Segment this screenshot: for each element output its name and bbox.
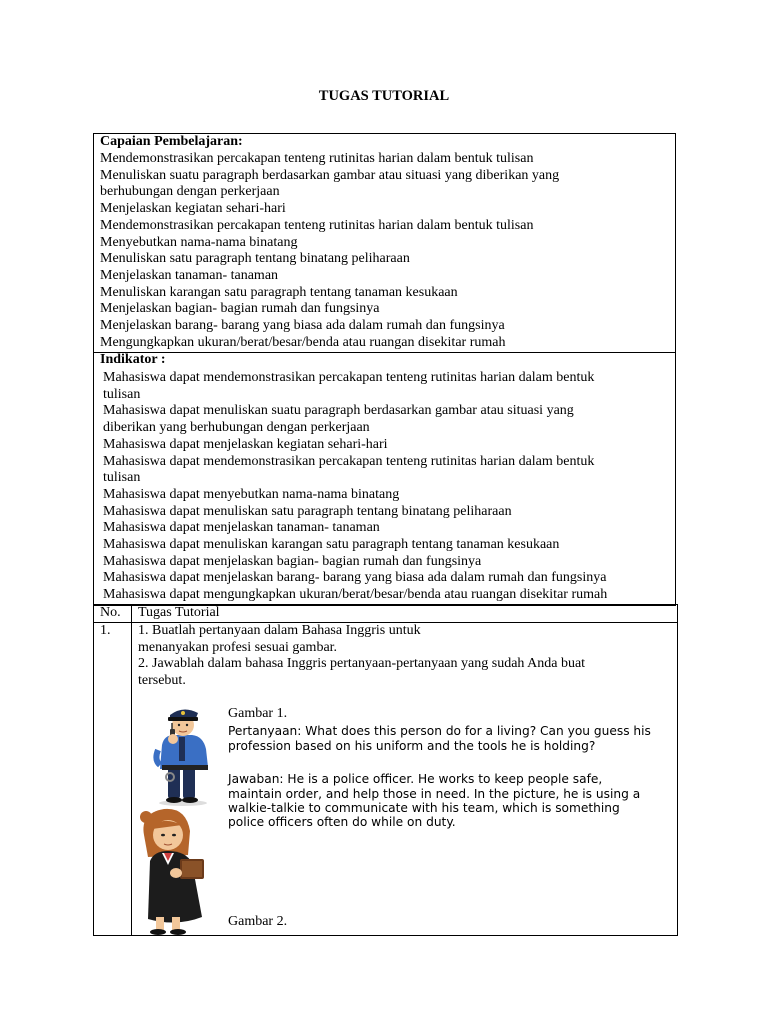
column-header-no: No.: [100, 605, 121, 620]
instruction-line: 1. Buatlah pertanyaan dalam Bahasa Inggris untuk: [138, 623, 421, 638]
column-header-tugas: Tugas Tutorial: [138, 605, 220, 620]
indikator-item: tulisan: [103, 470, 141, 486]
capaian-item: Mendemonstrasikan percakapan tenteng rutinitas harian dalam bentuk tulisan: [100, 217, 534, 233]
capaian-item: Menjelaskan barang- barang yang biasa ada dalam rumah dan fungsinya: [100, 318, 505, 333]
indikator-item: Mahasiswa dapat mendemonstrasikan percakapan tenteng rutinitas harian dalam bentuk: [103, 370, 595, 385]
capaian-heading: Capaian Pembelajaran:: [100, 134, 243, 149]
capaian-item: Menuliskan satu paragraph tentang binatang peliharaan: [100, 251, 410, 267]
instruction-line: tersebut.: [138, 673, 186, 688]
document-title: TUGAS TUTORIAL: [318, 88, 450, 104]
jawaban-line: Jawaban: He is a police officer. He works to keep people safe,: [228, 772, 603, 786]
capaian-item: Menjelaskan kegiatan sehari-hari: [100, 201, 286, 217]
indikator-item: Mahasiswa dapat menjelaskan kegiatan sehari-hari: [103, 436, 388, 452]
row-number: 1.: [100, 623, 111, 638]
indikator-heading: Indikator :: [100, 352, 166, 367]
capaian-item: Menyebutkan nama-nama binatang: [100, 234, 298, 250]
indikator-item: diberikan yang berhubungan dengan perkerjaan: [103, 420, 370, 436]
capaian-item: berhubungan dengan perkerjaan: [100, 184, 280, 200]
jawaban-line: maintain order, and help those in need. In the picture, he is using a: [228, 787, 641, 801]
indikator-item: Mahasiswa dapat menyebutkan nama-nama binatang: [103, 486, 400, 502]
indikator-item: Mahasiswa dapat menuliskan satu paragraph tentang binatang peliharaan: [103, 503, 512, 519]
police-officer-image: [148, 705, 218, 807]
jawaban-line: police officers often do while on duty.: [228, 815, 456, 829]
capaian-item: Menuliskan karangan satu paragraph tentang tanaman kesukaan: [100, 284, 458, 300]
indikator-item: Mahasiswa dapat menuliskan karangan satu paragraph tentang tanaman kesukaan: [103, 537, 560, 552]
gambar2-label: Gambar 2.: [228, 914, 288, 929]
capaian-item: Menuliskan suatu paragraph berdasarkan gambar atau situasi yang diberikan yang: [100, 167, 560, 183]
pertanyaan-line: profession based on his uniform and the tools he is holding?: [228, 739, 596, 753]
capaian-item: Mengungkapkan ukuran/berat/besar/benda atau ruangan disekitar rumah: [100, 334, 506, 350]
indikator-item: tulisan: [103, 386, 141, 402]
instruction-line: 2. Jawablah dalam bahasa Inggris pertanyaan-pertanyaan yang sudah Anda buat: [138, 656, 586, 671]
pertanyaan-line: Pertanyaan: What does this person do for a living? Can you guess his: [228, 724, 651, 738]
indikator-item: Mahasiswa dapat menjelaskan tanaman- tanaman: [103, 520, 380, 536]
indikator-item: Mahasiswa dapat menjelaskan bagian- bagian rumah dan fungsinya: [103, 553, 482, 569]
gambar1-label: Gambar 1.: [228, 706, 288, 721]
indikator-item: Mahasiswa dapat menjelaskan barang- barang yang biasa ada dalam rumah dan fungsinya: [103, 570, 607, 586]
indikator-item: Mahasiswa dapat mengungkapkan ukuran/berat/besar/benda atau ruangan disekitar rumah: [103, 587, 608, 603]
jawaban-line: walkie-talkie to communicate with his team, which is something: [228, 801, 620, 815]
instruction-line: menanyakan profesi sesuai gambar.: [138, 640, 338, 655]
capaian-item: Menjelaskan tanaman- tanaman: [100, 267, 279, 283]
table-column-divider: [131, 604, 132, 936]
capaian-item: Menjelaskan bagian- bagian rumah dan fungsinya: [100, 301, 380, 317]
indikator-item: Mahasiswa dapat mendemonstrasikan percakapan tenteng rutinitas harian dalam bentuk: [103, 453, 595, 469]
judge-woman-image: [136, 805, 218, 937]
capaian-item: Mendemonstrasikan percakapan tenteng rutinitas harian dalam bentuk tulisan: [100, 151, 534, 166]
indikator-item: Mahasiswa dapat menuliskan suatu paragraph berdasarkan gambar atau situasi yang: [103, 403, 574, 419]
